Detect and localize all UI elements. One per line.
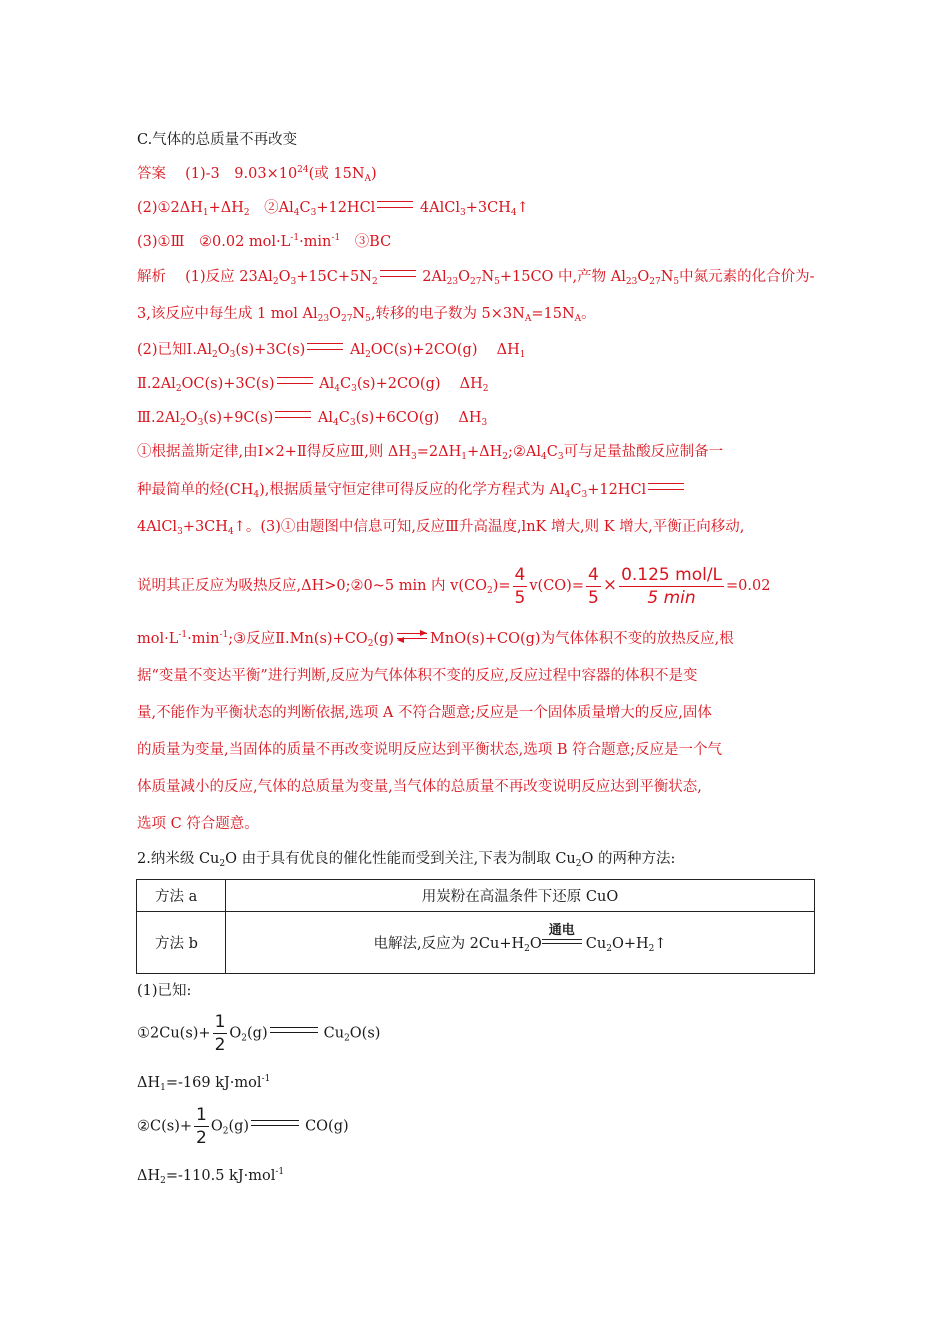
method-b-name: 方法 b <box>137 912 226 974</box>
analysis-line-5: $Ⅲ.2Al_2O_3(s)+9C(s)$ $Al_4C_3(s)+6CO(g)$ $\Delta H_3$ <box>137 410 488 428</box>
analysis-label: 解析 <box>137 269 166 285</box>
delta-h2: $\Delta H_2=-110.5$ kJ·mol$^{-1}$ <box>137 1167 285 1186</box>
method-a-desc: 用炭粉在高温条件下还原 CuO <box>226 880 815 912</box>
answer-line-2: $(2)①2\Delta H_1+\Delta H_2$ $②Al_4C_3+12HCl$ $4AlCl_3+3CH_4↑$ <box>137 200 529 218</box>
method-a-name: 方法 a <box>137 880 226 912</box>
fraction-half-2: $\frac{1}{2}$ <box>196 1105 207 1148</box>
analysis-line-1: 解析 (1)反应 $23Al_2O_3+15C+5N_2$ $2Al_{23}O_{27}N_5+15CO$ 中,产物 $Al_{23}O_{27}N_5$中氮元素的化合价为- <box>137 269 815 287</box>
analysis-line-9: 说明其正反应为吸热反应,ΔH>0;②0~5 min 内 $v(CO_2)=$ $\frac{4}{5}$ v(CO)= $\frac{4}{5}$ × $\frac{\text{0.125 mol/L}}{5 \min}$ =0.02 <box>137 564 771 608</box>
analysis-line-2: 3,该反应中每生成 1 mol $Al_{23}O_{27}N_5$,转移的电子数为 $5\times 3N_A=15N_A$。 <box>137 306 596 324</box>
answer-line-1: 答案 (1)-3 $9.03\times 10^{24}$(或 $15N_A$) <box>137 165 377 184</box>
table-row <box>137 880 815 912</box>
equation-2: ②C(s)+ $\frac{1}{2}$ $O_2(g)$ CO(g) <box>137 1105 349 1148</box>
analysis-line-12: 量,不能作为平衡状态的判断依据,选项 A 不符合题意;反应是一个固体质量增大的反应,固体 <box>137 705 712 721</box>
analysis-line-7: 种最简单的烃$(CH_4)$,根据质量守恒定律可得反应的化学方程式为 $Al_4C_3+12HCl$ <box>137 480 686 500</box>
analysis-line-3: (2)已知$Ⅰ.Al_2O_3(s)+3C(s)$ $Al_2OC(s)+2CO(g)$ $\Delta H_1$ <box>137 342 526 360</box>
equation-1: ①2Cu(s)+ $\frac{1}{2}$ $O_2(g)$ $Cu_2O(s)$ <box>137 1012 381 1055</box>
analysis-line-11: 据“变量不变达平衡”进行判断,反应为气体体积不变的反应,反应过程中容器的体积不是变 <box>137 668 698 684</box>
analysis-line-13: 的质量为变量,当固体的质量不再改变说明反应达到平衡状态,选项 B 符合题意;反应是一个气 <box>137 742 722 758</box>
table-row <box>137 912 815 974</box>
known-label: (1)已知: <box>137 983 192 999</box>
methods-table <box>136 879 815 974</box>
analysis-line-10: $mol\cdot L^{-1}\cdot\min^{-1};③$反应$Ⅱ.Mn(s)+CO_2(g)$ MnO(s)+CO(g)为气体体积不变的放热反应,根 <box>137 630 734 649</box>
delta-h1: $\Delta H_1=-169$ kJ·mol$^{-1}$ <box>137 1074 271 1093</box>
method-b-desc: 电解法,反应为 $2Cu+H_2O$ 通电 $Cu_2O+H_2↑$ <box>226 912 815 974</box>
answer-line-3: (3)①Ⅲ ②0.02 $mol\cdot L^{-1}\cdot\min^{-1}$ ③BC <box>137 233 392 250</box>
option-c: C.气体的总质量不再改变 <box>137 132 298 148</box>
fraction-4-5-b: $\frac{4}{5}$ <box>587 564 599 608</box>
fraction-4-5-a: $\frac{4}{5}$ <box>514 564 526 608</box>
analysis-line-15: 选项 C 符合题意。 <box>137 816 259 832</box>
analysis-line-14: 体质量减小的反应,气体的总质量为变量,当气体的总质量不再改变说明反应达到平衡状态, <box>137 779 702 795</box>
answer-label: 答案 <box>137 166 166 182</box>
analysis-line-8: $4AlCl_3+3CH_4↑$。(3)①由题图中信息可知,反应Ⅲ升高温度,lnK 增大,则 K 增大,平衡正向移动, <box>137 519 745 537</box>
reversible-arrow-icon <box>397 632 427 642</box>
analysis-line-4: $Ⅱ.2Al_2OC(s)+3C(s)$ $Al_4C_3(s)+2CO(g)$ $\Delta H_2$ <box>137 376 489 394</box>
analysis-line-6: ①根据盖斯定律,由Ⅰ×2+Ⅱ得反应Ⅲ,则 $\Delta H_3=2\Delta H_1+\Delta H_2;②Al_4C_3$可与足量盐酸反应制备一 <box>137 444 724 462</box>
fraction-half-1: $\frac{1}{2}$ <box>214 1012 226 1055</box>
question-2-intro: 2.纳米级 $Cu_2O$ 由于具有优良的催化性能而受到关注,下表为制取 $Cu_2O$ 的两种方法: <box>137 851 676 869</box>
fraction-rate: $\frac{\text{0.125 mol/L}}{5 \min}$ <box>621 564 723 608</box>
electrolysis-arrow-icon: 通电 <box>542 935 582 949</box>
